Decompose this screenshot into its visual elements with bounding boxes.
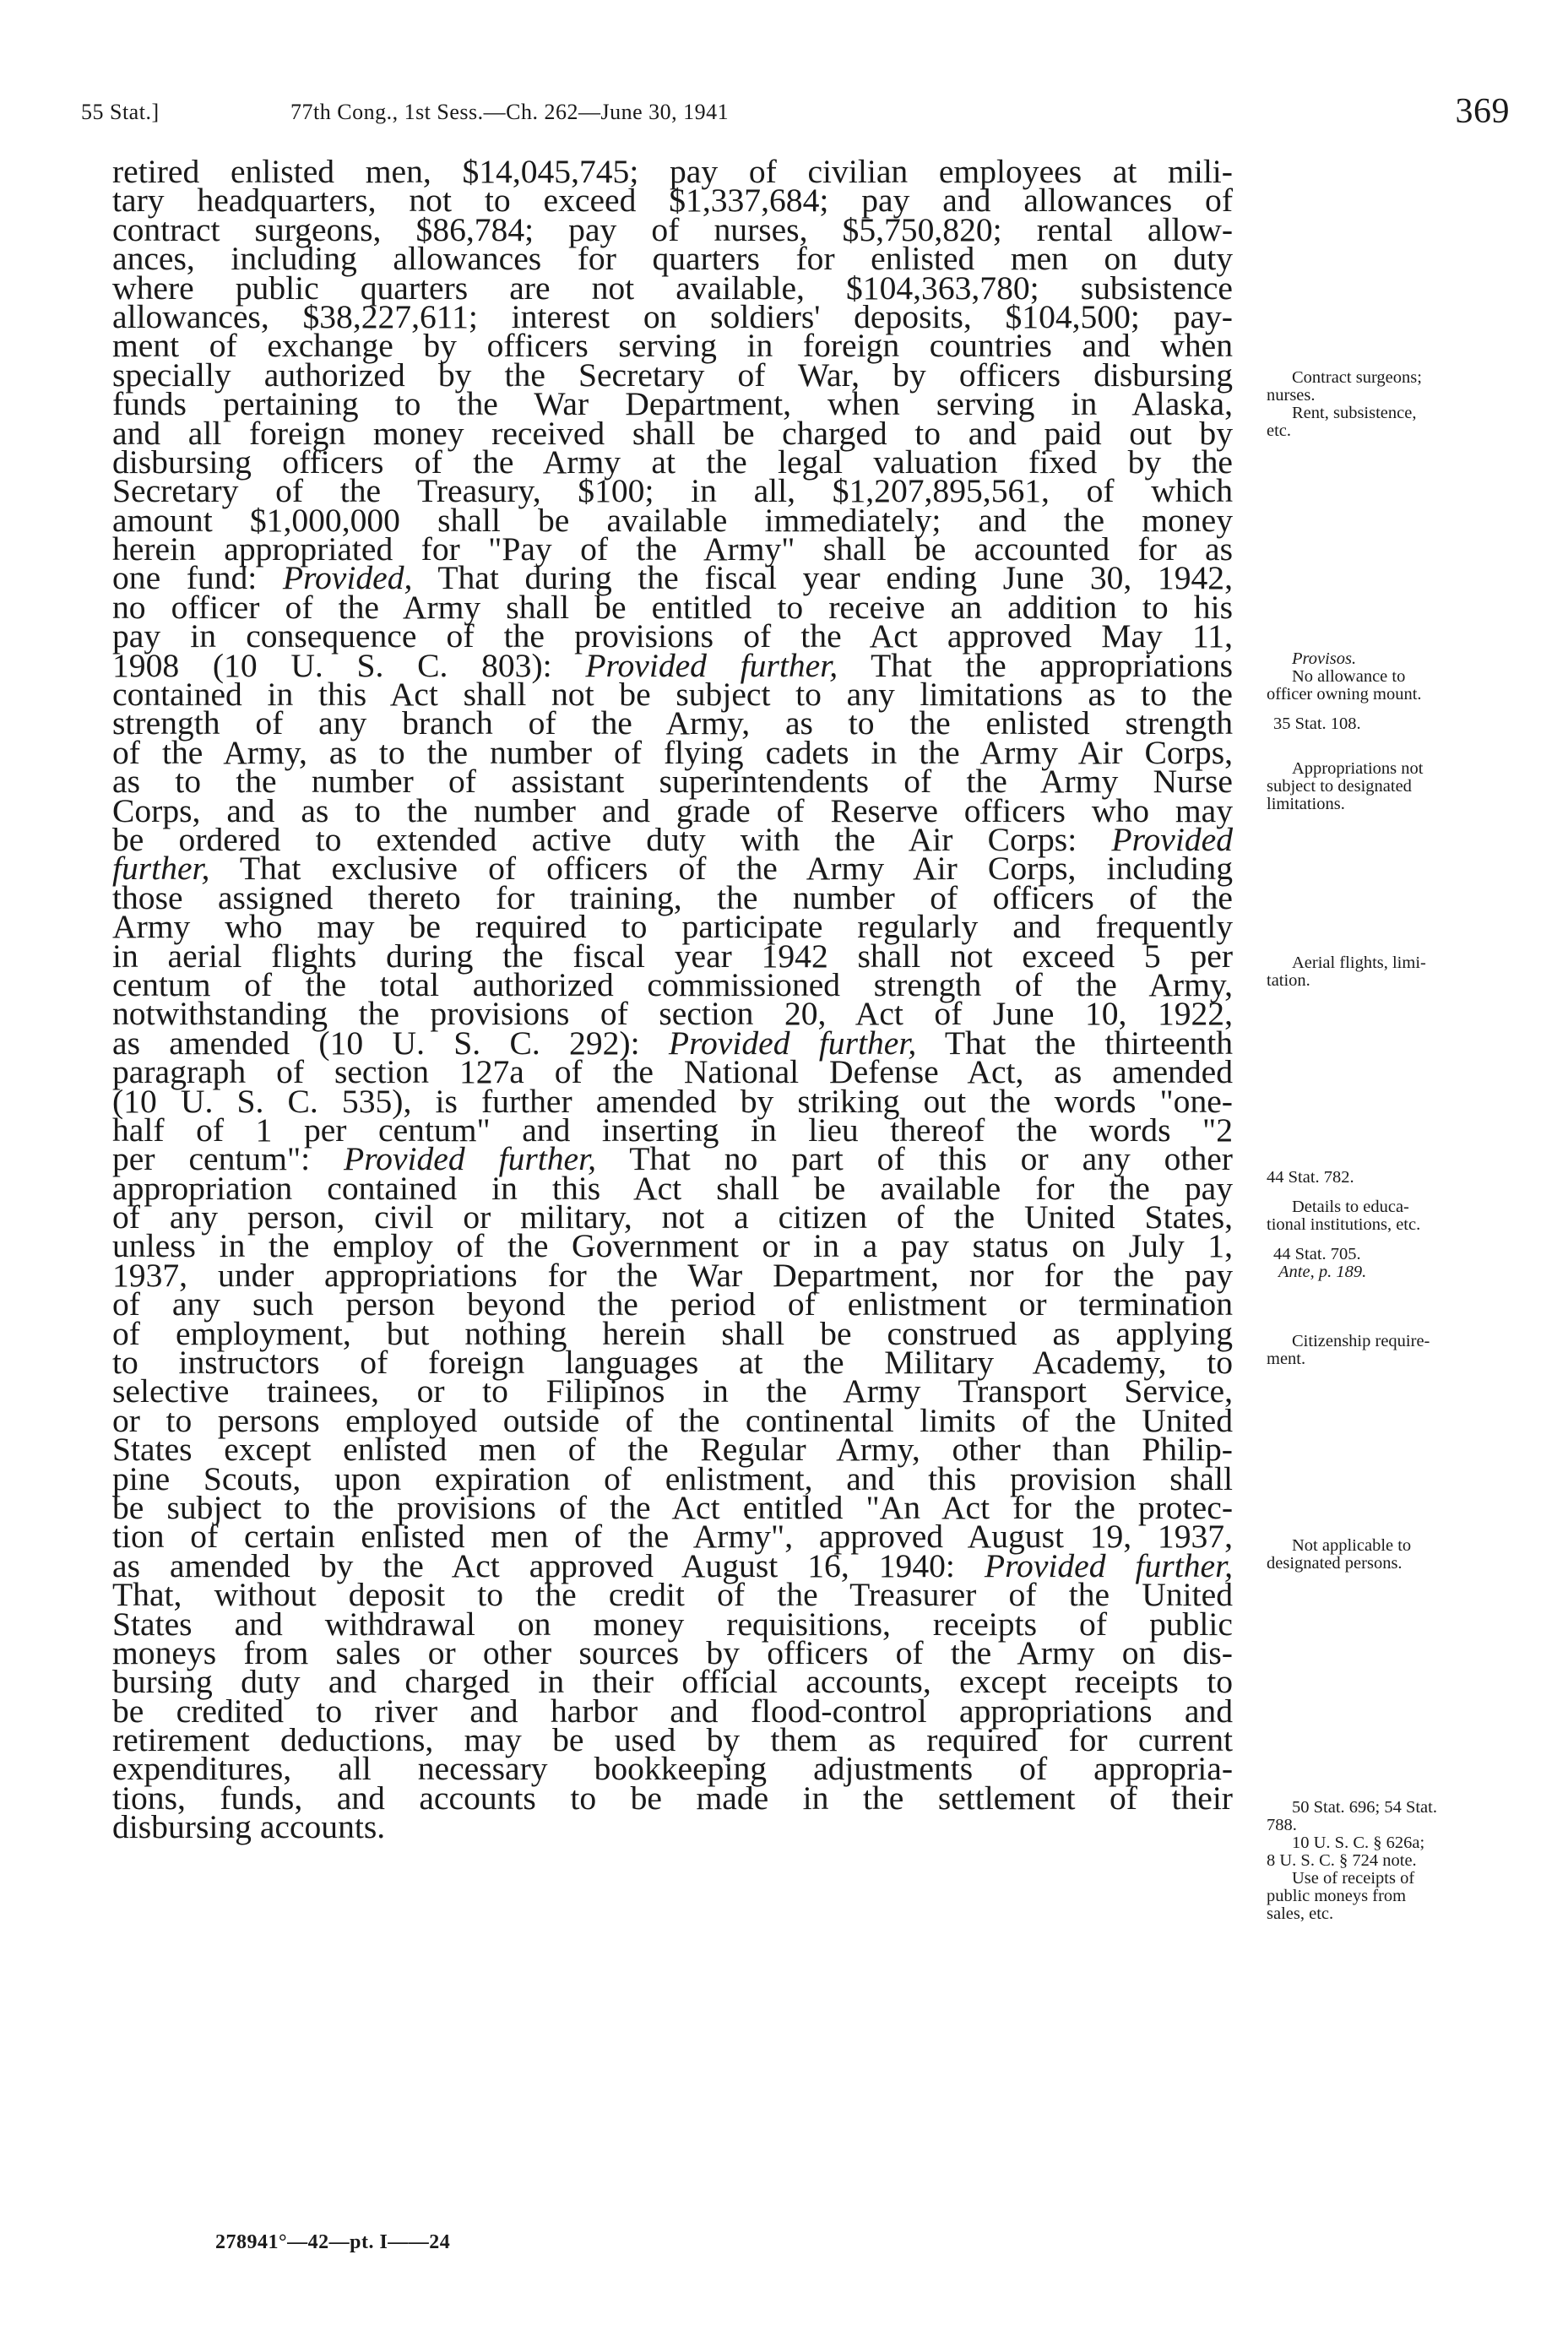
proviso-italic: Provided further, [585, 646, 838, 684]
proviso-italic: Provided, [282, 559, 413, 597]
body-line: States and withdrawal on money requisitions, receipts of public [112, 1605, 1233, 1643]
body-line-text: as amended by the Act approved August 16, 1940: [112, 1546, 985, 1584]
margin-note-line: Rent, subsistence, [1292, 404, 1417, 422]
body-line: 1937, under appropriations for the War Department, nor for the pay [112, 1256, 1233, 1294]
margin-note-line: Aerial flights, limi- [1292, 953, 1426, 972]
body-line: pay in consequence of the provisions of the Act approved May 11, [112, 617, 1233, 655]
body-line: funds pertaining to the War Department, when serving in Alaska, [112, 385, 1233, 423]
body-line: expenditures, all necessary bookkeeping adjustments of appropria- [112, 1750, 1233, 1788]
body-line: unless in the employ of the Government or in a pay status on July 1, [112, 1227, 1233, 1265]
body-line: disbursing officers of the Army at the legal valuation fixed by the [112, 443, 1233, 481]
body-line-text: That the thirteenth [916, 1024, 1233, 1062]
margin-note-line: Not applicable to [1292, 1536, 1412, 1555]
proviso-italic: Provided further, [344, 1140, 597, 1178]
body-line: of employment, but nothing herein shall be construed as applying [112, 1314, 1233, 1352]
margin-note-line: tional institutions, etc. [1267, 1215, 1421, 1234]
body-line-text: That exclusive of officers of the Army Air Corps, including [209, 850, 1233, 888]
margin-note-citizenship [1267, 1333, 1520, 1368]
body-line: tary headquarters, not to exceed $1,337,684; pay and allowances of [112, 182, 1233, 220]
margin-note-line: Provisos. [1292, 649, 1357, 668]
proviso-italic: further, [112, 850, 210, 888]
margin-note-line: 788. [1267, 1816, 1297, 1834]
margin-note-line: Details to educa- [1292, 1198, 1409, 1216]
margin-note-line: 44 Stat. 782. [1267, 1168, 1354, 1187]
margin-note-line: officer owning mount. [1267, 685, 1422, 704]
margin-note-not-applicable [1267, 1537, 1520, 1573]
body-line: those assigned thereto for training, the number of officers of the [112, 878, 1233, 916]
volume-citation: 55 Stat.] [81, 100, 160, 124]
body-line: or to persons employed outside of the continental limits of the United [112, 1401, 1233, 1439]
margin-note-line: etc. [1267, 421, 1292, 440]
body-line: Corps, and as to the number and grade of Reserve officers who may [112, 791, 1233, 829]
margin-note-line: limitations. [1267, 795, 1345, 813]
margin-note-line: nurses. [1267, 386, 1316, 405]
margin-note-line: 35 Stat. 108. [1273, 714, 1361, 733]
body-line: no officer of the Army shall be entitled to receive an addition to his [112, 588, 1233, 626]
body-line: specially authorized by the Secretary of War, by officers disbursing [112, 356, 1233, 394]
body-line: to instructors of foreign languages at the Military Academy, to [112, 1344, 1233, 1382]
body-line: herein appropriated for "Pay of the Army" shall be accounted for as [112, 530, 1233, 568]
margin-note-line: Appropriations not [1292, 759, 1424, 778]
body-line: strength of any branch of the Army, as to the enlisted strength [112, 704, 1233, 742]
body-line: ment of exchange by officers serving in foreign countries and when [112, 327, 1233, 365]
body-line: contract surgeons, $86,784; pay of nurses, $5,750,820; rental allow- [112, 210, 1233, 248]
body-line: where public quarters are not available, $104,363,780; subsistence [112, 269, 1233, 307]
margin-note-contract-surgeons [1267, 369, 1520, 440]
margin-note-line: 44 Stat. 705. [1273, 1245, 1361, 1263]
body-line: be credited to river and harbor and flood-control appropriations and [112, 1692, 1233, 1730]
body-line-text: per centum": [112, 1140, 345, 1178]
statute-body-text [112, 153, 1234, 1846]
body-line: States except enlisted men of the Regular Army, other than Philip- [112, 1431, 1233, 1469]
margin-note-line: subject to designated [1267, 777, 1412, 796]
running-header [81, 91, 1510, 133]
margin-note-line: Ante, p. 189. [1278, 1263, 1367, 1281]
body-line: of any such person beyond the period of enlistment or termination [112, 1285, 1233, 1323]
body-line: ances, including allowances for quarters for enlisted men on duty [112, 240, 1233, 278]
body-line: as to the number of assistant superintendents of the Army Nurse [112, 763, 1233, 801]
body-line: and all foreign money received shall be charged to and paid out by [112, 414, 1233, 452]
proviso-italic: Provided further, [984, 1546, 1233, 1584]
margin-note-line: 8 U. S. C. § 724 note. [1267, 1851, 1417, 1870]
margin-note-line: 50 Stat. 696; 54 Stat. [1292, 1798, 1437, 1817]
margin-note-line: 10 U. S. C. § 626a; [1292, 1834, 1425, 1852]
body-line: disbursing accounts. [112, 1808, 386, 1846]
body-line: appropriation contained in this Act shall be available for the pay [112, 1169, 1233, 1207]
body-line: amount $1,000,000 shall be available immediately; and the money [112, 501, 1233, 539]
body-line-text: That the appropriations [838, 646, 1234, 684]
body-line: in aerial flights during the fiscal year 1942 shall not exceed 5 per [112, 937, 1233, 975]
session-chapter-date: 77th Cong., 1st Sess.—Ch. 262—June 30, 1941 [290, 100, 730, 124]
body-line: bursing duty and charged in their official accounts, except receipts to [112, 1663, 1233, 1701]
body-line: tions, funds, and accounts to be made in the settlement of their [112, 1779, 1233, 1817]
body-line: retirement deductions, may be used by them as required for current [112, 1721, 1233, 1759]
body-line: That, without deposit to the credit of the Treasurer of the United [112, 1576, 1233, 1614]
margin-note-provisos [1267, 650, 1520, 733]
margin-note-line: Use of receipts of [1292, 1869, 1415, 1888]
margin-note-aerial-flights [1267, 954, 1520, 990]
print-code-footer: 278941°—42—pt. I——24 [215, 2231, 451, 2253]
body-line: retired enlisted men, $14,045,745; pay of civilian employees at mili- [112, 153, 1233, 190]
margin-note-line: sales, etc. [1267, 1904, 1334, 1923]
body-line-text: one fund: [112, 559, 283, 597]
body-line: of the Army, as to the number of flying cadets in the Army Air Corps, [112, 733, 1233, 771]
body-line: be subject to the provisions of the Act entitled "An Act for the protec- [112, 1488, 1233, 1526]
margin-note-line: public moneys from [1267, 1887, 1407, 1905]
body-line-text: as amended (10 U. S. C. 292): [112, 1024, 669, 1062]
body-line: moneys from sales or other sources by officers of the Army on dis- [112, 1633, 1233, 1671]
body-line: (10 U. S. C. 535), is further amended by striking out the words "one- [112, 1082, 1233, 1120]
page-number: 369 [1455, 92, 1510, 131]
margin-note-line: Contract surgeons; [1292, 368, 1422, 387]
margin-note-line: ment. [1267, 1350, 1306, 1368]
margin-note-line: Citizenship require- [1292, 1332, 1430, 1350]
margin-note-line: tation. [1267, 971, 1310, 990]
proviso-italic: Provided [1111, 820, 1233, 858]
margin-note-receipts [1267, 1799, 1520, 1923]
body-line: selective trainees, or to Filipinos in the Army Transport Service, [112, 1372, 1233, 1410]
body-line: notwithstanding the provisions of section 20, Act of June 10, 1922, [112, 995, 1233, 1033]
proviso-italic: Provided further, [668, 1024, 917, 1062]
body-line: Army who may be required to participate regularly and frequently [112, 908, 1233, 946]
body-line-text: be ordered to extended active duty with the Air Corps: [112, 820, 1112, 858]
margin-note-line: No allowance to [1292, 667, 1406, 686]
body-line-text: That during the fiscal year ending June 30, 1942, [412, 559, 1233, 597]
body-line-text: That no part of this or any other [596, 1140, 1233, 1178]
margin-note-appropriations [1267, 760, 1520, 813]
body-line-text: 1908 (10 U. S. C. 803): [112, 646, 586, 684]
body-line: of any person, civil or military, not a citizen of the United States, [112, 1198, 1233, 1236]
body-line: contained in this Act shall not be subject to any limitations as to the [112, 676, 1233, 714]
body-line: half of 1 per centum" and inserting in lieu thereof the words "2 [112, 1111, 1233, 1149]
body-line: allowances, $38,227,611; interest on soldiers' deposits, $104,500; pay- [112, 297, 1233, 335]
margin-note-details [1267, 1169, 1520, 1281]
body-line: pine Scouts, upon expiration of enlistment, and this provision shall [112, 1459, 1233, 1497]
margin-note-line: designated persons. [1267, 1554, 1403, 1573]
body-line: paragraph of section 127a of the National Defense Act, as amended [112, 1053, 1233, 1091]
body-line: Secretary of the Treasury, $100; in all, $1,207,895,561, of which [112, 472, 1233, 510]
body-line: centum of the total authorized commissioned strength of the Army, [112, 965, 1233, 1003]
body-line: tion of certain enlisted men of the Army", approved August 19, 1937, [112, 1518, 1233, 1556]
